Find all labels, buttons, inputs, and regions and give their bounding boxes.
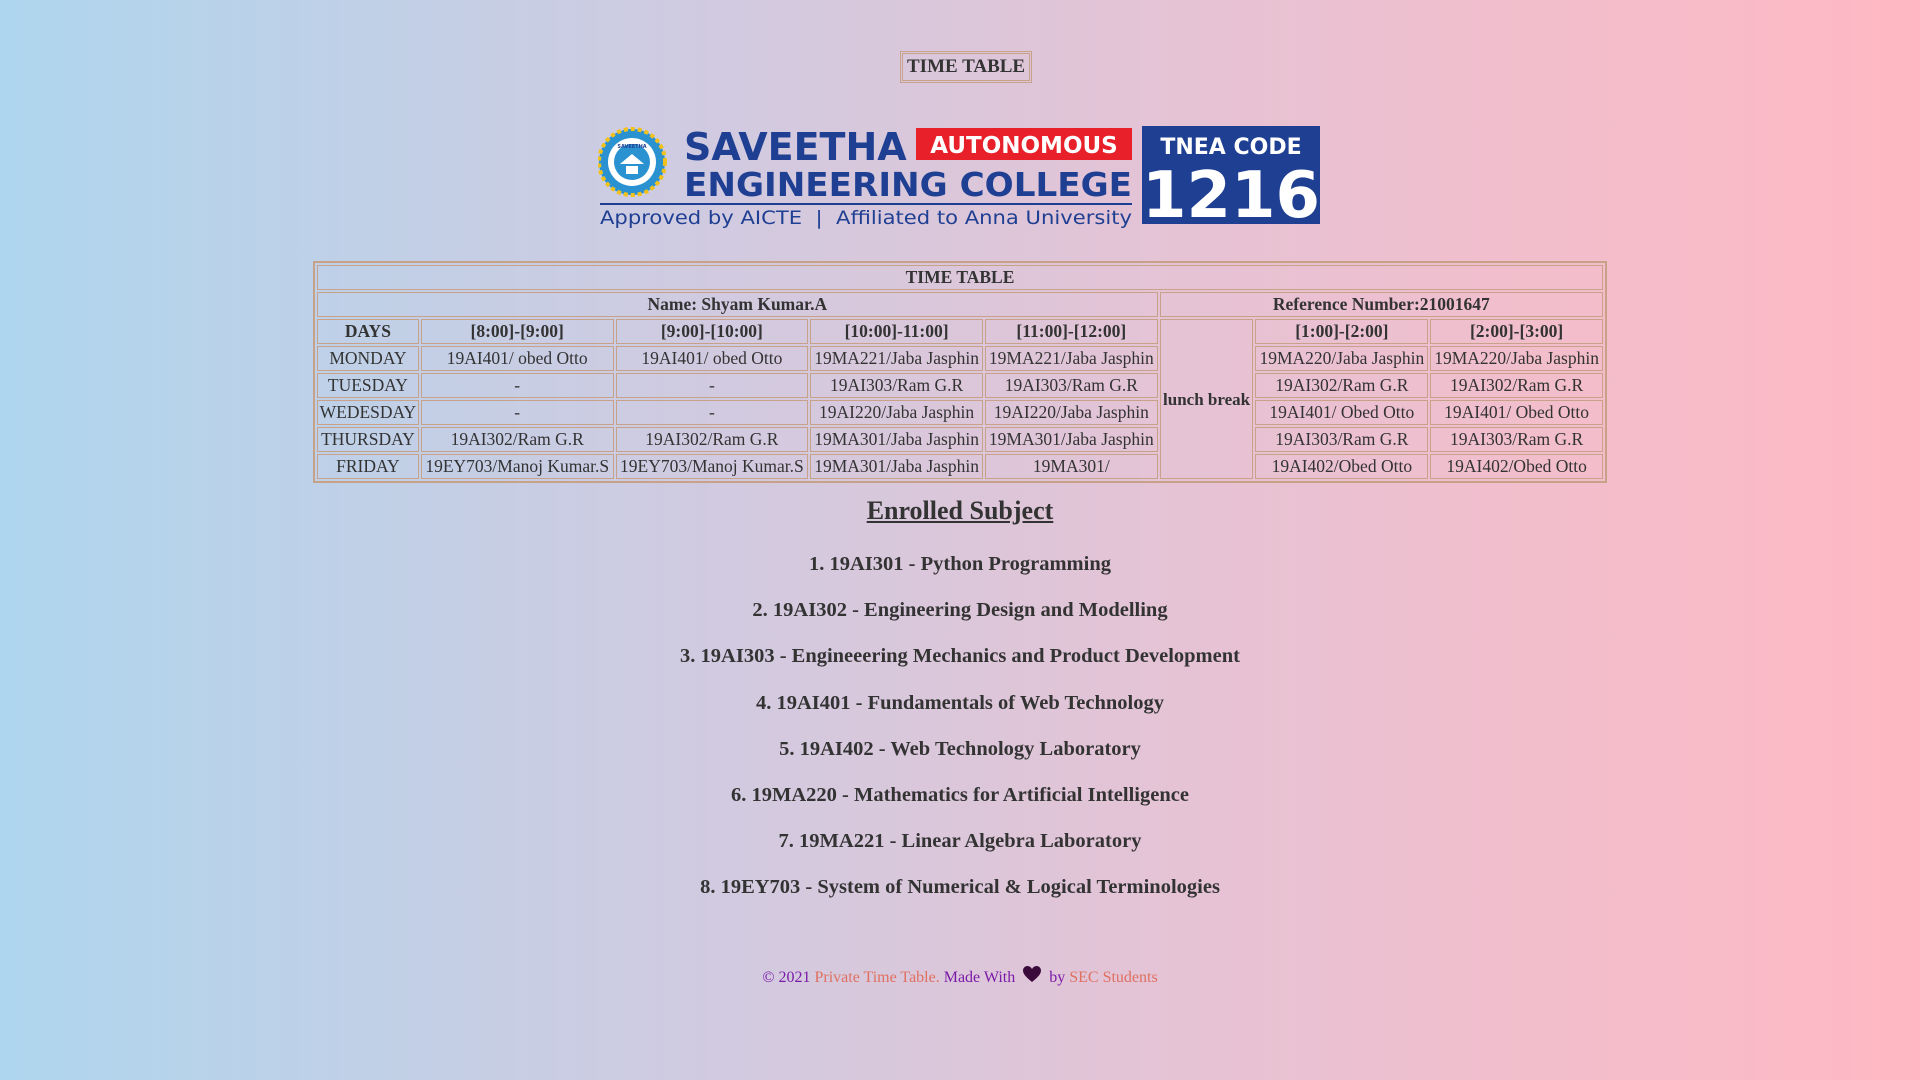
list-item: 4. 19AI401 - Fundamentals of Web Technology (756, 691, 1164, 714)
list-item: 1. 19AI301 - Python Programming (809, 553, 1111, 575)
timetable-title: TIME TABLE (317, 265, 1603, 290)
enrolled-subject-heading: Enrolled Subject (866, 496, 1054, 525)
tnea-code-label: TNEA CODE (1160, 135, 1302, 160)
class-cell: 19AI303/Ram G.R (1430, 427, 1603, 452)
lunch-break: lunch break (1160, 319, 1254, 479)
footer-by: by (1049, 969, 1066, 986)
footer (0, 966, 1920, 988)
class-cell: 19EY703/Manoj Kumar.S (616, 454, 809, 479)
class-cell: 19MA301/Jaba Jasphin (810, 454, 983, 479)
class-cell: 19MA220/Jaba Jasphin (1430, 346, 1603, 371)
header-period-6: [2:00]-[3:00] (1430, 319, 1603, 344)
class-cell: 19AI302/Ram G.R (1430, 373, 1603, 398)
heart-icon (1023, 966, 1041, 988)
footer-site-link[interactable]: Private Time Table. (814, 969, 940, 986)
class-cell: - (421, 400, 614, 425)
timetable (313, 261, 1607, 483)
tnea-code-number: 1216 (1141, 159, 1320, 230)
day-cell: MONDAY (317, 346, 419, 371)
class-cell: 19AI401/ Obed Otto (1255, 400, 1428, 425)
logo-name: SAVEETHA (684, 126, 907, 169)
table-row (317, 427, 1603, 452)
class-cell: 19AI303/Ram G.R (810, 373, 983, 398)
class-cell: 19MA301/ (985, 454, 1158, 479)
college-logo (598, 126, 1320, 230)
class-cell: - (421, 373, 614, 398)
class-cell: - (616, 400, 809, 425)
class-cell: 19MA301/Jaba Jasphin (985, 427, 1158, 452)
class-cell: 19AI401/ obed Otto (421, 346, 614, 371)
page-title: TIME TABLE (900, 51, 1032, 83)
footer-made-with: Made With (943, 969, 1016, 986)
list-item: 8. 19EY703 - System of Numerical & Logical Terminologies (700, 876, 1220, 899)
day-cell: WEDESDAY (317, 400, 419, 425)
footer-copyright: © 2021 (762, 969, 811, 986)
class-cell: 19AI302/Ram G.R (421, 427, 614, 452)
header-row (317, 319, 1603, 344)
subject-list (0, 546, 1920, 916)
class-cell: 19AI401/ Obed Otto (1430, 400, 1603, 425)
day-cell: THURSDAY (317, 427, 419, 452)
svg-text:SAVEETHA: SAVEETHA (617, 144, 647, 150)
table-row (317, 400, 1603, 425)
header-period-2: [9:00]-[10:00] (616, 319, 809, 344)
class-cell: 19AI303/Ram G.R (985, 373, 1158, 398)
header-period-1: [8:00]-[9:00] (421, 319, 614, 344)
day-cell: FRIDAY (317, 454, 419, 479)
header-days: DAYS (317, 319, 419, 344)
class-cell: 19MA220/Jaba Jasphin (1255, 346, 1428, 371)
list-item: 7. 19MA221 - Linear Algebra Laboratory (778, 830, 1142, 853)
college-seal-icon (599, 129, 665, 195)
logo-subname: ENGINEERING COLLEGE (684, 165, 1132, 204)
list-item: 5. 19AI402 - Web Technology Laboratory (779, 737, 1141, 760)
class-cell: 19AI401/ obed Otto (616, 346, 809, 371)
student-name: Name: Shyam Kumar.A (317, 292, 1158, 317)
list-item: 6. 19MA220 - Mathematics for Artificial Intelligence (731, 783, 1189, 806)
class-cell: 19EY703/Manoj Kumar.S (421, 454, 614, 479)
logo-tagline: Approved by AICTE | Affiliated to Anna University (600, 207, 1132, 229)
table-row (317, 373, 1603, 398)
class-cell: 19AI220/Jaba Jasphin (985, 400, 1158, 425)
class-cell: 19AI402/Obed Otto (1255, 454, 1428, 479)
class-cell: 19AI302/Ram G.R (616, 427, 809, 452)
table-row (317, 454, 1603, 479)
header-period-4: [11:00]-[12:00] (985, 319, 1158, 344)
reference-number: Reference Number:21001647 (1160, 292, 1603, 317)
class-cell: - (616, 373, 809, 398)
table-row (317, 346, 1603, 371)
class-cell: 19AI303/Ram G.R (1255, 427, 1428, 452)
autonomous-badge-label: AUTONOMOUS (930, 133, 1118, 159)
class-cell: 19MA221/Jaba Jasphin (985, 346, 1158, 371)
footer-author-link[interactable]: SEC Students (1069, 969, 1158, 986)
list-item: 2. 19AI302 - Engineering Design and Modelling (752, 599, 1168, 622)
header-period-3: [10:00]-11:00] (810, 319, 983, 344)
class-cell: 19MA221/Jaba Jasphin (810, 346, 983, 371)
day-cell: TUESDAY (317, 373, 419, 398)
list-item: 3. 19AI303 - Engineeering Mechanics and Product Development (680, 645, 1240, 668)
header-period-5: [1:00]-[2:00] (1255, 319, 1428, 344)
class-cell: 19AI220/Jaba Jasphin (810, 400, 983, 425)
class-cell: 19AI402/Obed Otto (1430, 454, 1603, 479)
class-cell: 19AI302/Ram G.R (1255, 373, 1428, 398)
class-cell: 19MA301/Jaba Jasphin (810, 427, 983, 452)
